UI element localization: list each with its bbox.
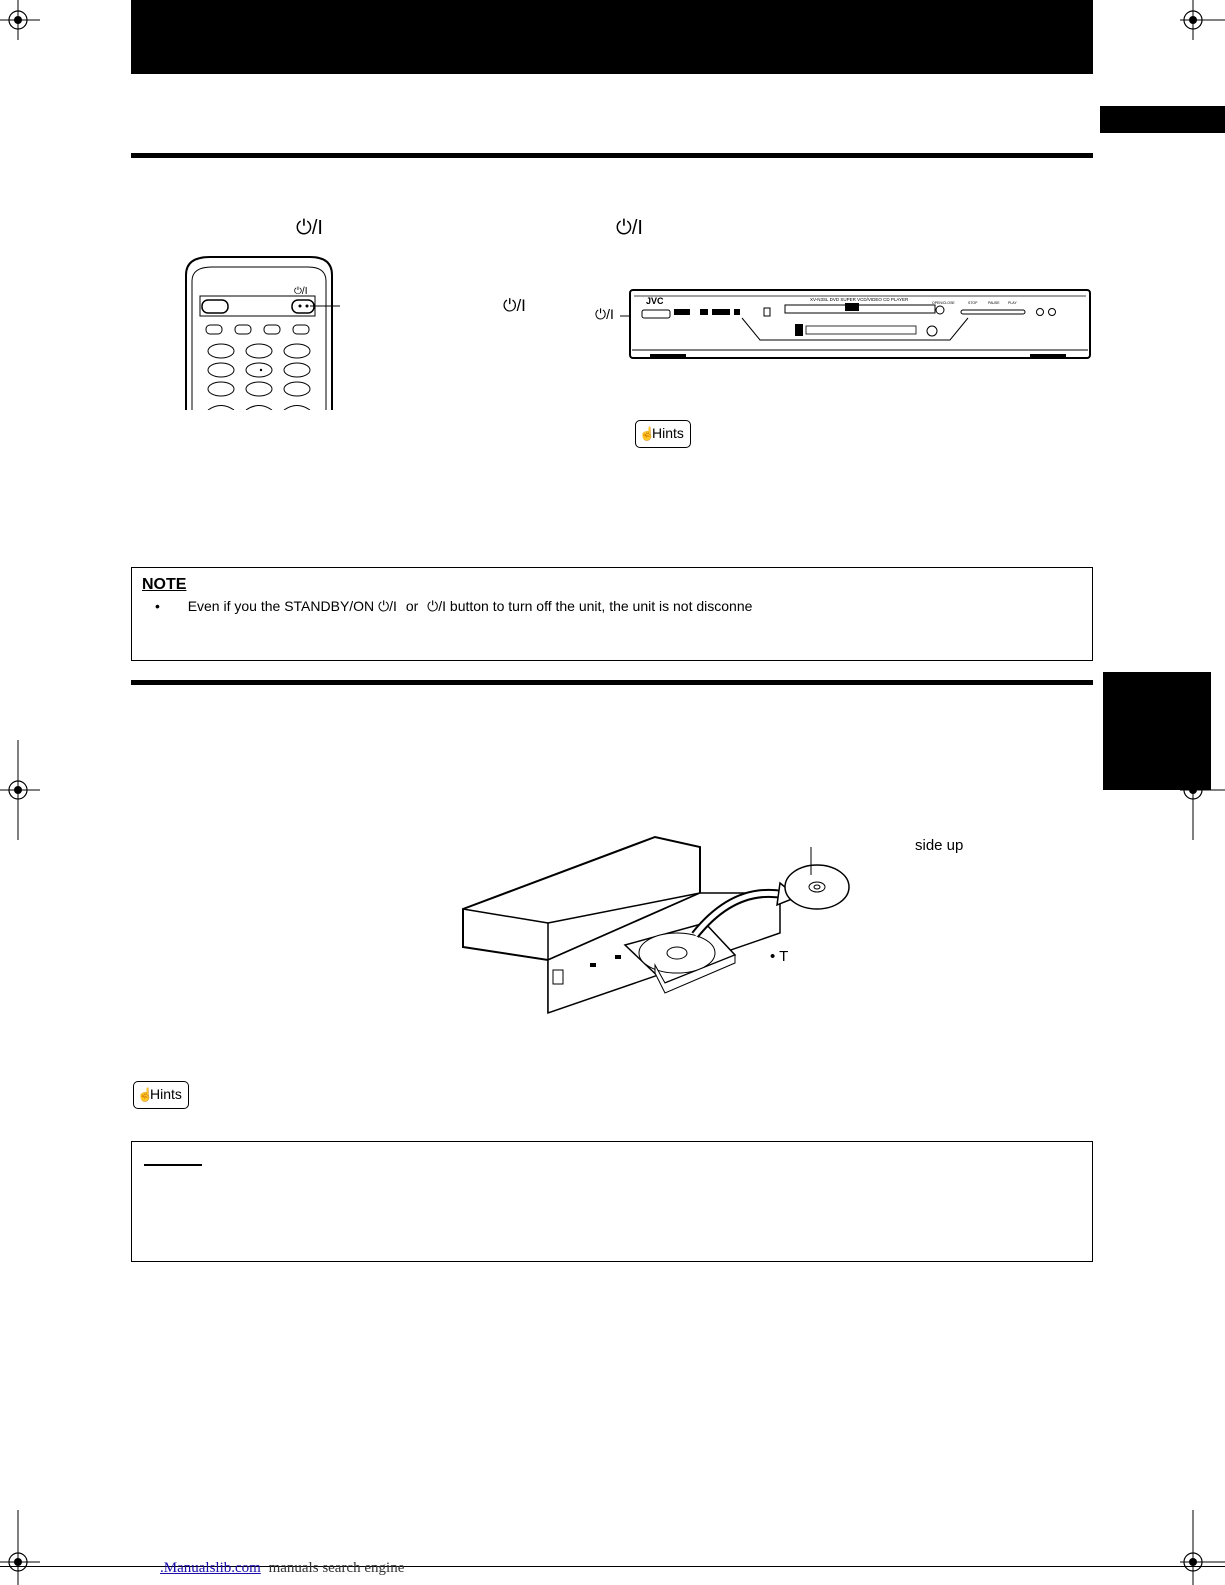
hints-hand-icon: ☝ (137, 1087, 154, 1102)
caution-box (131, 1141, 1093, 1262)
player-button-label-open: OPEN/CLOSE (932, 301, 955, 305)
side-tab-top (1100, 106, 1225, 133)
player-model-text: XV-N3SL DVD SUPER VCD/VIDEO CD PLAYER (810, 297, 909, 302)
registration-mark-top-right (1180, 0, 1225, 40)
remote-control-illustration (180, 255, 340, 410)
hints-label: Hints (150, 1086, 182, 1102)
registration-mark-bottom-right (1180, 1510, 1225, 1585)
hints-badge-disc (133, 1081, 189, 1109)
disc-side-up-label: side up (915, 837, 964, 854)
note-title: NOTE (142, 576, 187, 593)
caution-title-underline (144, 1164, 202, 1166)
footer-link[interactable]: .Manualslib.com (160, 1560, 261, 1576)
note-symbol-1: ⏻/I (378, 598, 397, 614)
player-button-label-play: PLAY (1008, 301, 1017, 305)
hints-label: Hints (652, 425, 684, 441)
note-or: or (405, 598, 419, 614)
remote-top-power-symbol: ⏻/I (294, 286, 308, 297)
unit-power-symbol: ⏻/I (616, 217, 643, 239)
footer (160, 1560, 404, 1577)
section-rule-disc (131, 680, 1093, 685)
note-box (131, 567, 1093, 661)
hints-badge-power (635, 420, 691, 448)
note-text-before: Even if you the STANDBY/ON (187, 598, 375, 614)
disc-loading-illustration (455, 835, 855, 1015)
note-symbol-2: ⏻/I (427, 598, 447, 614)
dvd-player-front-panel (620, 288, 1095, 368)
note-bullet: • (155, 598, 160, 614)
player-button-label-stop: STOP (968, 301, 978, 305)
page-header-bar (131, 0, 1093, 74)
player-button-label-pause: PAUSE (988, 301, 1000, 305)
side-tab-section (1103, 672, 1211, 790)
note-line (155, 598, 752, 615)
registration-mark-bottom-left (0, 1510, 40, 1585)
section-rule-power (131, 153, 1093, 158)
remote-power-symbol: ⏻/I (296, 217, 323, 239)
disc-tray-label: • T (770, 948, 789, 965)
player-brand: JVC (646, 296, 664, 306)
registration-mark-mid-left (0, 740, 40, 840)
registration-mark-top-left (0, 0, 40, 40)
front-power-symbol: ⏻/I (595, 306, 614, 322)
hints-hand-icon: ☝ (639, 426, 656, 441)
remote-callout-power-symbol: ⏻/I (503, 296, 526, 315)
note-text-after: button to turn off the unit, the unit is not disconne (449, 598, 753, 614)
footer-tagline: manuals search engine (268, 1560, 405, 1576)
